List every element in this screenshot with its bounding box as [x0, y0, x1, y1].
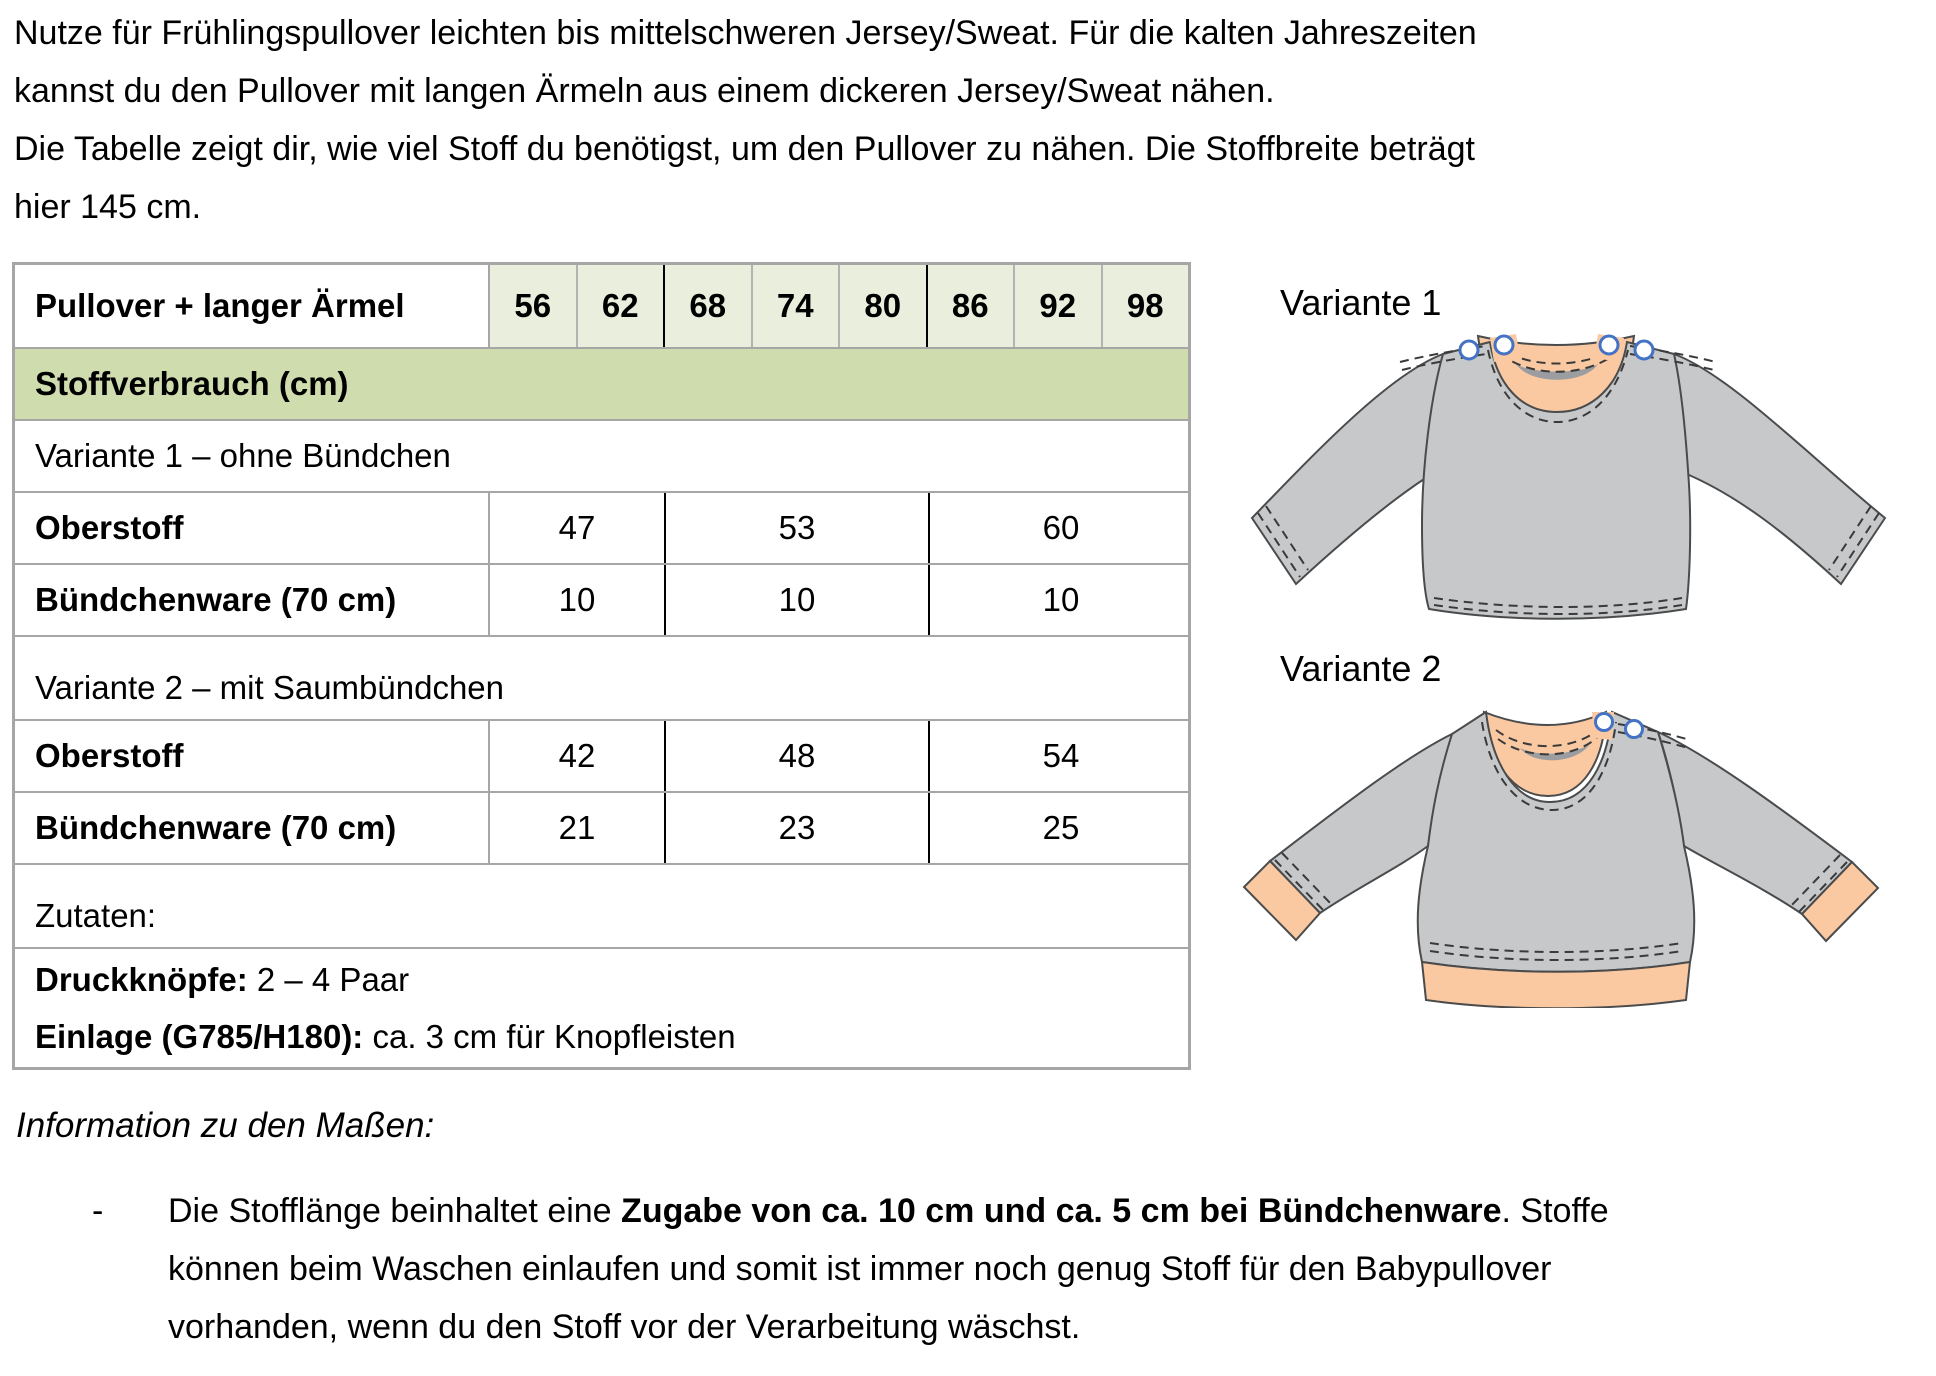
size-cell: 98 [1101, 265, 1189, 347]
notion-term: Einlage (G785/H180): [35, 1018, 364, 1055]
notions-cell [15, 949, 1188, 1067]
snap-button [1600, 336, 1618, 354]
variant2-oberstoff-row [15, 719, 1188, 791]
value-cell: 48 [664, 721, 928, 791]
bullet-line2: können beim Waschen einlaufen und somit ist immer noch genug Stoff für den Babypullover [168, 1250, 1552, 1288]
intro-line: hier 145 cm. [14, 188, 202, 226]
sleeve-right [1674, 354, 1885, 584]
info-heading: Information zu den Maßen: [16, 1106, 435, 1145]
section-header-row [15, 347, 1188, 419]
size-header-row [15, 265, 1188, 347]
value-cell: 23 [664, 793, 928, 863]
row-label: Oberstoff [35, 737, 184, 774]
row-label: Bündchenware (70 cm) [35, 809, 397, 846]
bullet-line1-pre: Die Stofflänge beinhaltet eine [168, 1192, 622, 1230]
variant2-label: Variante 2 [1280, 648, 1442, 689]
bullet-text [168, 1182, 1868, 1356]
size-cell: 68 [663, 265, 751, 347]
size-cell: 56 [488, 265, 576, 347]
variant2-title: Variante 2 – mit Saumbündchen [35, 669, 505, 706]
variant1-title-row [15, 419, 1188, 491]
value-cell: 60 [928, 493, 1192, 563]
value-cell: 10 [664, 565, 928, 635]
sleeve-left [1252, 354, 1443, 584]
variant1-illustration [1238, 330, 1898, 630]
snap-button [1626, 721, 1643, 738]
bullet-line1-post: . Stoffe [1501, 1192, 1609, 1230]
zutaten-row [15, 863, 1188, 947]
value-cell: 21 [488, 793, 664, 863]
size-cell: 80 [838, 265, 926, 347]
variant1-buendchen-row [15, 563, 1188, 635]
variant2-illustration [1238, 698, 1898, 1008]
size-cell: 62 [576, 265, 664, 347]
snap-button [1495, 336, 1513, 354]
size-cell: 74 [751, 265, 839, 347]
section-title: Stoffverbrauch (cm) [35, 365, 349, 402]
value-cell: 10 [488, 565, 664, 635]
value-cell: 25 [928, 793, 1192, 863]
value-cell: 42 [488, 721, 664, 791]
notion-term: Druckknöpfe: [35, 961, 248, 998]
intro-line: kannst du den Pullover mit langen Ärmeln aus einem dickeren Jersey/Sweat nähen. [14, 72, 1275, 110]
snap-button [1635, 341, 1653, 359]
variant2-title-row [15, 635, 1188, 719]
bullet-line3: vorhanden, wenn du den Stoff vor der Verarbeitung wäschst. [168, 1308, 1081, 1346]
intro-paragraph [14, 4, 1814, 236]
row-label: Bündchenware (70 cm) [35, 581, 397, 618]
zutaten-title: Zutaten: [35, 897, 157, 934]
notion-value: ca. 3 cm für Knopfleisten [363, 1018, 736, 1055]
variant1-oberstoff-row [15, 491, 1188, 563]
notion-value: 2 – 4 Paar [247, 961, 410, 998]
intro-line: Die Tabelle zeigt dir, wie viel Stoff du benötigst, um den Pullover zu nähen. Die Stoffbreite beträgt [14, 130, 1475, 168]
snap-button [1596, 714, 1613, 731]
intro-line: Nutze für Frühlingspullover leichten bis mittelschweren Jersey/Sweat. Für die kalten Jahreszeiten [14, 14, 1477, 52]
row-label: Oberstoff [35, 509, 184, 546]
variant2-buendchen-row [15, 791, 1188, 863]
variant1-title: Variante 1 – ohne Bündchen [35, 437, 451, 474]
value-cell: 10 [928, 565, 1192, 635]
fabric-table [12, 262, 1191, 1070]
notion-line [35, 951, 1188, 1008]
value-cell: 53 [664, 493, 928, 563]
value-cell: 47 [488, 493, 664, 563]
variant1-label: Variante 1 [1280, 282, 1442, 323]
table-title-cell: Pullover + langer Ärmel [35, 287, 405, 324]
notion-line [35, 1008, 1188, 1065]
notions-row [15, 947, 1188, 1067]
snap-button [1460, 341, 1478, 359]
size-cell: 92 [1013, 265, 1101, 347]
bullet-marker: - [92, 1192, 104, 1230]
value-cell: 54 [928, 721, 1192, 791]
bullet-line1-bold: Zugabe von ca. 10 cm und ca. 5 cm bei Bündchenware [621, 1192, 1502, 1230]
size-cell: 86 [926, 265, 1014, 347]
